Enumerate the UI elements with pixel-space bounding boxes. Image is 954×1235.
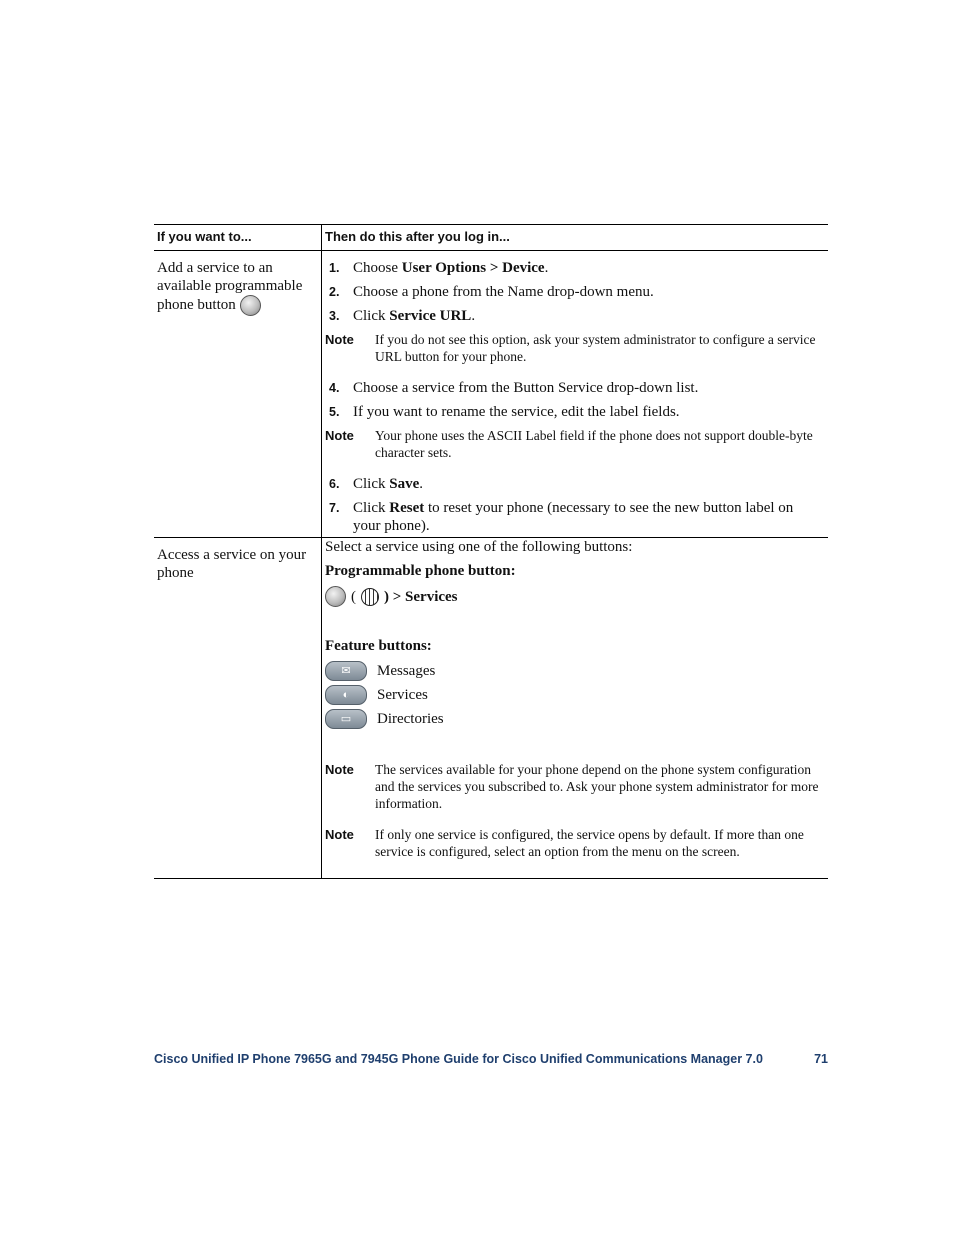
table-header-row	[154, 225, 828, 250]
feature-messages: ✉ Messages	[325, 659, 820, 683]
programmable-path: ( ) > Services	[325, 586, 820, 607]
header-then-do: Then do this after you log in...	[325, 229, 510, 244]
page-footer	[154, 1052, 828, 1066]
programmable-button-icon	[240, 295, 261, 316]
table-row	[154, 250, 828, 537]
globe-button-icon: ◐	[325, 685, 367, 705]
step-1: 1. Choose User Options > Device.	[329, 260, 549, 276]
programmable-heading: Programmable phone button:	[325, 563, 516, 579]
task-cell	[154, 251, 322, 537]
programmable-button-icon	[325, 586, 346, 607]
page-number: 71	[814, 1052, 828, 1066]
step-2: 2. Choose a phone from the Name drop-down menu.	[329, 284, 654, 300]
note-4: Note If only one service is configured, the service opens by default. If more than one service is configured, select an option from the menu on the screen.	[325, 827, 804, 859]
step-3: 3. Click Service URL.	[329, 308, 476, 324]
feature-directories: ▭ Directories	[325, 707, 820, 731]
envelope-icon: ✉	[325, 661, 367, 681]
step-4: 4. Choose a service from the Button Service drop-down list.	[329, 380, 699, 396]
globe-icon	[361, 588, 379, 606]
note-2: Note Your phone uses the ASCII Label field if the phone does not support double-byte character sets.	[325, 428, 813, 460]
task-text: Add a service to an available programmable phone button	[157, 260, 303, 313]
table-row	[154, 537, 828, 878]
intro-text: Select a service using one of the following buttons:	[325, 539, 633, 555]
access-cell	[322, 538, 828, 878]
footer-title: Cisco Unified IP Phone 7965G and 7945G Phone Guide for Cisco Unified Communications Manager 7.0	[154, 1052, 763, 1066]
note-3: Note The services available for your phone depend on the phone system configuration and the services you subscribed to. Ask your phone system administrator for more information.	[325, 762, 819, 811]
step-7: 7. Click Reset to reset your phone (necessary to see the new button label on your phone).	[329, 500, 794, 534]
header-if-you-want: If you want to...	[154, 225, 322, 250]
feature-services: ◐ Services	[325, 683, 820, 707]
task-cell	[154, 538, 322, 878]
task-text: Access a service on your phone	[157, 547, 307, 581]
steps-cell	[322, 251, 828, 537]
feature-heading: Feature buttons:	[325, 638, 432, 654]
step-5: 5. If you want to rename the service, edit the label fields.	[329, 404, 680, 420]
note-1: Note If you do not see this option, ask your system administrator to configure a service URL button for your phone.	[325, 332, 816, 364]
step-6: 6. Click Save.	[329, 476, 423, 492]
book-icon: ▭	[325, 709, 367, 729]
instructions-table	[154, 224, 828, 879]
